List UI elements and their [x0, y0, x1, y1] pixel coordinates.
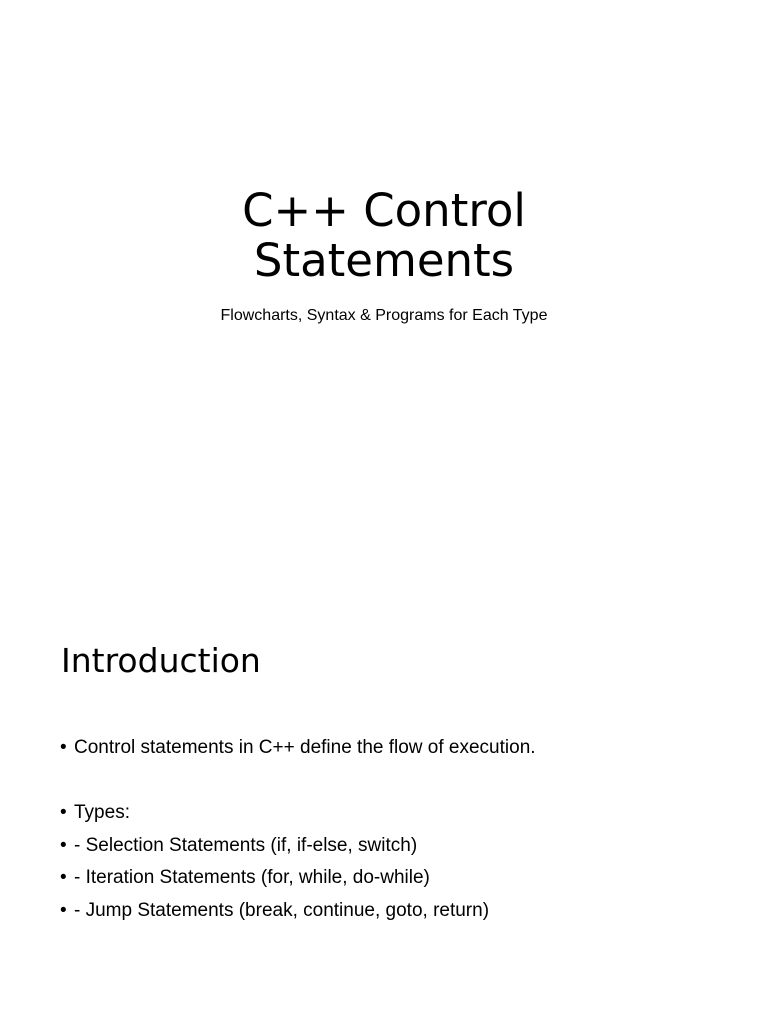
bullet-item	[60, 862, 720, 895]
bullet-list	[60, 732, 720, 927]
slide-heading: Introduction	[61, 641, 261, 680]
bullet-spacer	[60, 765, 720, 798]
bullet-marker: •	[60, 802, 67, 823]
bullet-marker: •	[60, 899, 67, 921]
introduction-slide	[0, 576, 768, 1024]
slide-subtitle: Flowcharts, Syntax & Programs for Each Type	[220, 307, 548, 324]
bullet-marker: •	[60, 834, 67, 856]
bullet-item	[60, 732, 720, 765]
bullet-item	[60, 797, 720, 830]
bullet-text: Types:	[74, 802, 130, 823]
bullet-text: Control statements in C++ define the flow of execution.	[74, 737, 536, 758]
bullet-marker: •	[60, 867, 67, 888]
bullet-item	[60, 895, 720, 928]
bullet-text: - Iteration Statements (for, while, do-while)	[74, 867, 430, 888]
bullet-text: - Selection Statements (if, if-else, switch)	[74, 834, 418, 856]
bullet-item	[60, 830, 720, 863]
bullet-text: - Jump Statements (break, continue, goto, return)	[74, 899, 490, 921]
bullet-marker: •	[60, 737, 67, 758]
slide-title: C++ Control Statements	[242, 184, 526, 287]
